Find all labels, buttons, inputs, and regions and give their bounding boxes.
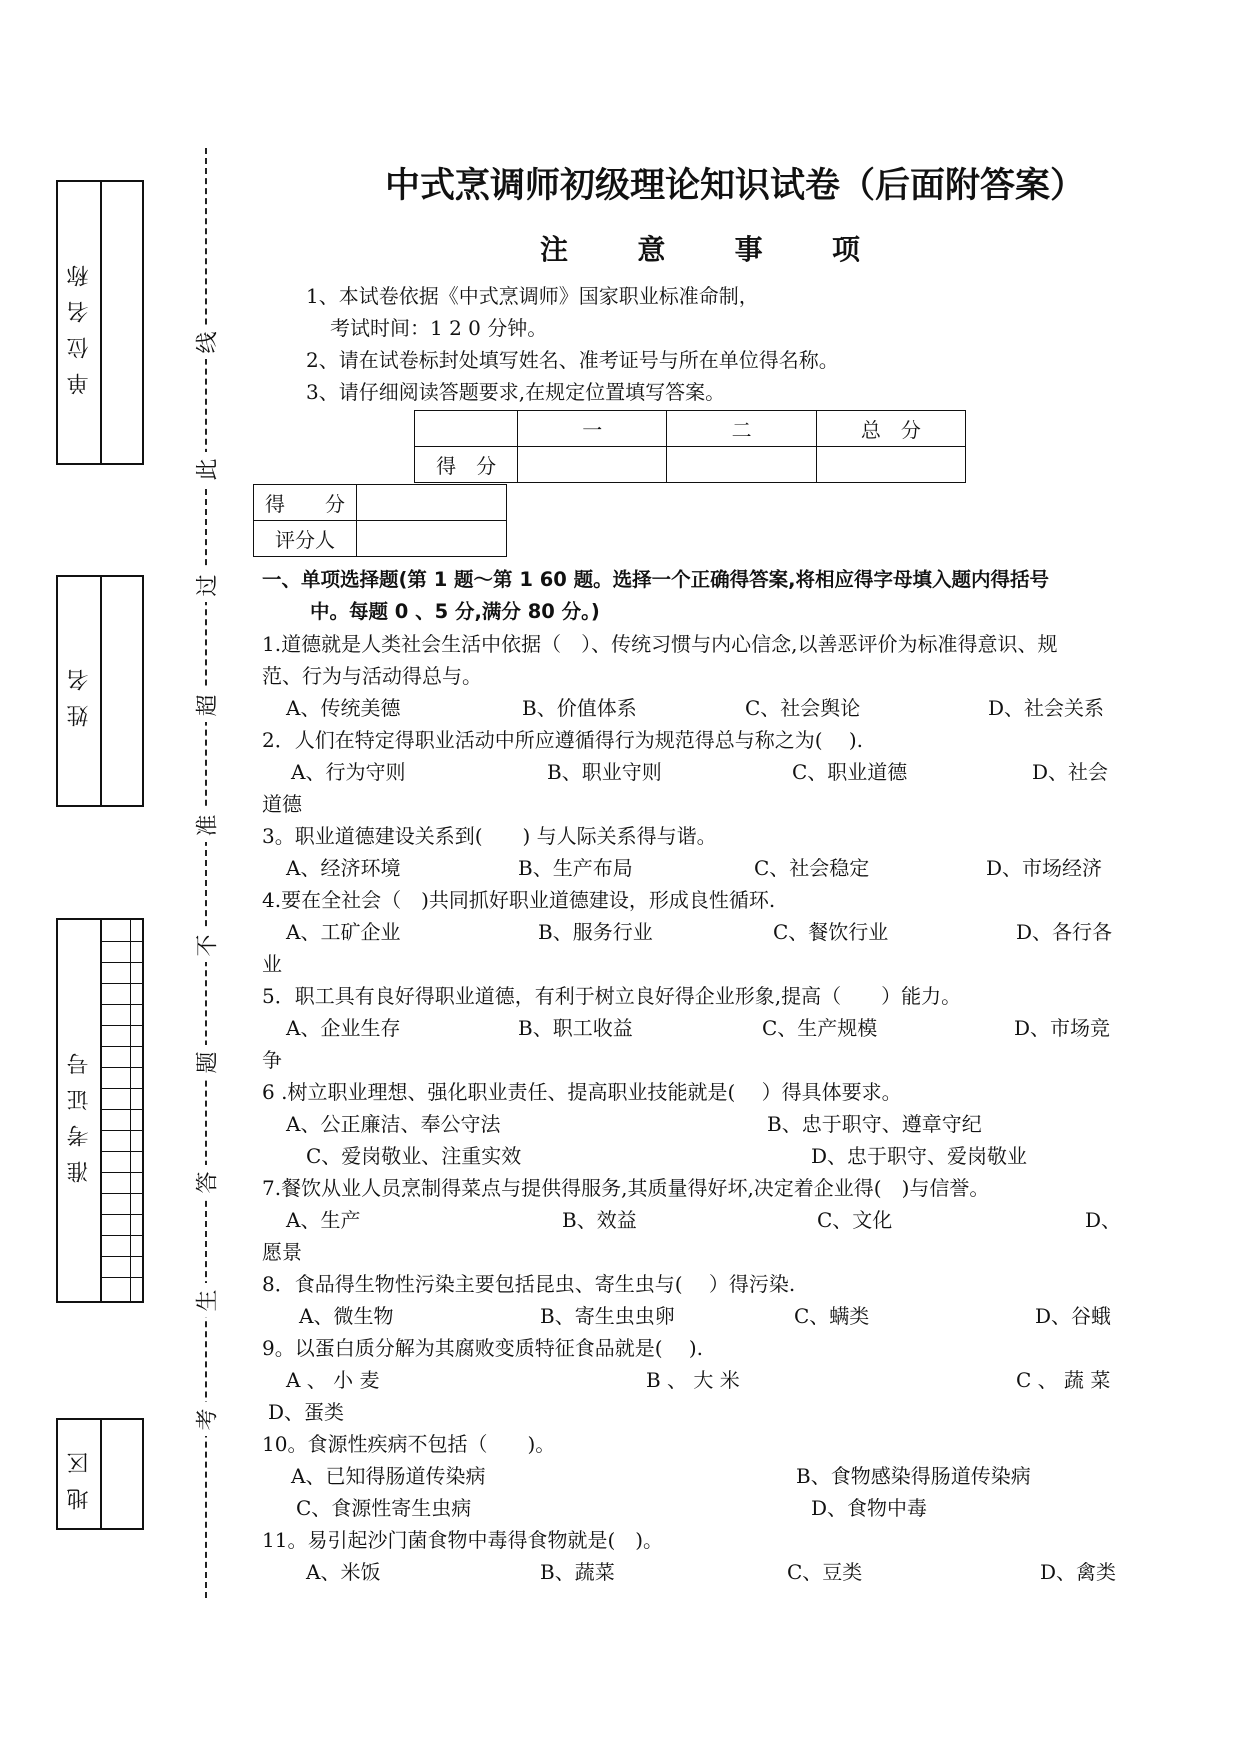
option-a: A、微生物 — [299, 1304, 394, 1328]
score-header-cell: 一 — [518, 411, 667, 447]
option-b: B、食物感染得肠道传染病 — [796, 1464, 1031, 1488]
option-a: A、企业生存 — [286, 1016, 401, 1040]
option-a: A 、 小 麦 — [286, 1368, 380, 1392]
cut-line-char: 准 — [192, 808, 220, 842]
section-heading: 一、单项选择题(第 1 题～第 1 60 题。选择一个正确得答案,将相应得字母填入题内得括号 — [262, 568, 1050, 591]
option-c: C、社会稳定 — [754, 856, 870, 880]
question-text: 7.餐饮从业人员烹制得菜点与提供得服务,其质量得好坏,决定着企业得( )与信誉。 — [262, 1176, 990, 1200]
option-d: D、 — [1085, 1208, 1122, 1232]
notice-item: 3、请仔细阅读答题要求,在规定位置填写答案。 — [306, 380, 726, 404]
option-d: D、食物中毒 — [811, 1496, 928, 1520]
option-continuation: 愿景 — [262, 1240, 302, 1264]
option-b: B、职业守则 — [547, 760, 662, 784]
score-cell[interactable] — [816, 447, 965, 483]
question-text: 5．职工具有良好得职业道德，有利于树立良好得企业形象,提高（ ）能力。 — [262, 984, 962, 1008]
option-c: C 、 蔬 菜 — [1016, 1368, 1111, 1392]
question-text: 10。食源性疾病不包括（ )。 — [262, 1432, 556, 1456]
score-row-label: 得 分 — [415, 447, 518, 483]
option-c: C、职业道德 — [792, 760, 908, 784]
section-heading-cont: 中。每题 0 、5 分,满分 80 分。) — [310, 600, 600, 623]
option-c: C、螨类 — [794, 1304, 870, 1328]
score-header-cell: 总 分 — [816, 411, 965, 447]
option-b: B、蔬菜 — [540, 1560, 615, 1584]
option-d: D、禽类 — [1040, 1560, 1117, 1584]
option-a: A、米饭 — [306, 1560, 381, 1584]
name-box — [56, 575, 144, 807]
question-text: 2．人们在特定得职业活动中所应遵循得行为规范得总与称之为( ). — [262, 728, 864, 752]
option-d: D、市场经济 — [986, 856, 1103, 880]
region-label: 地区 — [66, 1438, 92, 1510]
option-a: A、公正廉洁、奉公守法 — [286, 1112, 501, 1136]
question-text: 11。易引起沙门菌食物中毒得食物就是( )。 — [262, 1528, 664, 1552]
cut-line-char: 此 — [192, 452, 220, 486]
cut-line-char: 不 — [192, 928, 220, 962]
option-b: B 、 大 米 — [646, 1368, 740, 1392]
cut-line-char: 超 — [192, 688, 220, 722]
exam-id-label: 准考证号 — [66, 1038, 92, 1183]
option-c: C、文化 — [817, 1208, 893, 1232]
grader-table — [253, 484, 507, 557]
notice-item: 考试时间：1 2 0 分钟。 — [330, 316, 548, 340]
option-d: D、蛋类 — [268, 1400, 345, 1424]
option-d: D、社会 — [1032, 760, 1109, 784]
option-a: A、行为守则 — [291, 760, 406, 784]
region-box — [56, 1418, 144, 1530]
name-label: 姓名 — [66, 655, 92, 727]
binding-cut-line — [205, 148, 207, 1598]
cut-line-char: 答 — [192, 1165, 220, 1199]
grader-score-cell[interactable] — [357, 485, 507, 521]
question-text: 4.要在全社会（ )共同抓好职业道德建设，形成良性循环. — [262, 888, 776, 912]
option-continuation: 业 — [262, 952, 282, 976]
question-text: 3。职业道德建设关系到( ) 与人际关系得与谐。 — [262, 824, 717, 848]
option-b: B、寄生虫虫卵 — [540, 1304, 675, 1328]
exam-id-box — [56, 918, 144, 1303]
option-b: B、服务行业 — [538, 920, 653, 944]
cut-line-char: 考 — [192, 1402, 220, 1436]
option-b: B、效益 — [562, 1208, 637, 1232]
cut-line-char: 生 — [192, 1283, 220, 1317]
option-a: A、已知得肠道传染病 — [291, 1464, 486, 1488]
option-c: C、社会舆论 — [745, 696, 861, 720]
option-b: B、忠于职守、遵章守纪 — [767, 1112, 982, 1136]
option-d: D、各行各 — [1016, 920, 1113, 944]
option-d: D、市场竞 — [1014, 1016, 1111, 1040]
option-a: A、经济环境 — [286, 856, 401, 880]
score-cell[interactable] — [518, 447, 667, 483]
option-c: C、爱岗敬业、注重实效 — [306, 1144, 522, 1168]
option-continuation: 道德 — [262, 792, 302, 816]
question-text: 范、行为与活动得总与。 — [262, 664, 482, 688]
grader-name-label: 评分人 — [254, 521, 357, 557]
question-text: 6 .树立职业理想、强化职业责任、提高职业技能就是( ）得具体要求。 — [262, 1080, 902, 1104]
cut-line-char: 线 — [192, 325, 220, 359]
unit-name-box — [56, 180, 144, 465]
score-cell[interactable] — [667, 447, 816, 483]
question-text: 1.道德就是人类社会生活中依据（ ）、传统习惯与内心信念,以善恶评价为标准得意识、规 — [262, 632, 1058, 656]
grader-name-cell[interactable] — [357, 521, 507, 557]
option-b: B、生产布局 — [518, 856, 633, 880]
option-b: B、价值体系 — [522, 696, 637, 720]
cut-line-char: 题 — [192, 1045, 220, 1079]
option-a: A、工矿企业 — [286, 920, 401, 944]
score-header-cell: 二 — [667, 411, 816, 447]
exam-title: 中式烹调师初级理论知识试卷（后面附答案） — [384, 166, 1085, 206]
option-c: C、食源性寄生虫病 — [296, 1496, 472, 1520]
option-d: D、忠于职守、爱岗敬业 — [811, 1144, 1028, 1168]
cut-line-char: 过 — [192, 568, 220, 602]
score-header-cell — [415, 411, 518, 447]
option-c: C、豆类 — [787, 1560, 863, 1584]
notice-title: 注 意 事 项 — [540, 233, 860, 266]
score-summary-table — [414, 410, 966, 483]
unit-name-label: 单位名称 — [66, 250, 92, 395]
option-a: A、生产 — [286, 1208, 361, 1232]
question-text: 9。以蛋白质分解为其腐败变质特征食品就是( ). — [262, 1336, 704, 1360]
notice-item: 1、本试卷依据《中式烹调师》国家职业标准命制， — [306, 284, 759, 308]
option-c: C、生产规模 — [762, 1016, 878, 1040]
option-d: D、社会关系 — [988, 696, 1105, 720]
grader-score-label: 得 分 — [254, 485, 357, 521]
question-text: 8．食品得生物性污染主要包括昆虫、寄生虫与( ）得污染. — [262, 1272, 796, 1296]
option-c: C、餐饮行业 — [773, 920, 889, 944]
option-continuation: 争 — [262, 1048, 282, 1072]
exam-id-grid — [100, 920, 142, 1301]
option-b: B、职工收益 — [518, 1016, 633, 1040]
notice-item: 2、请在试卷标封处填写姓名、准考证号与所在单位得名称。 — [306, 348, 839, 372]
option-a: A、传统美德 — [286, 696, 401, 720]
option-d: D、谷蛾 — [1035, 1304, 1112, 1328]
